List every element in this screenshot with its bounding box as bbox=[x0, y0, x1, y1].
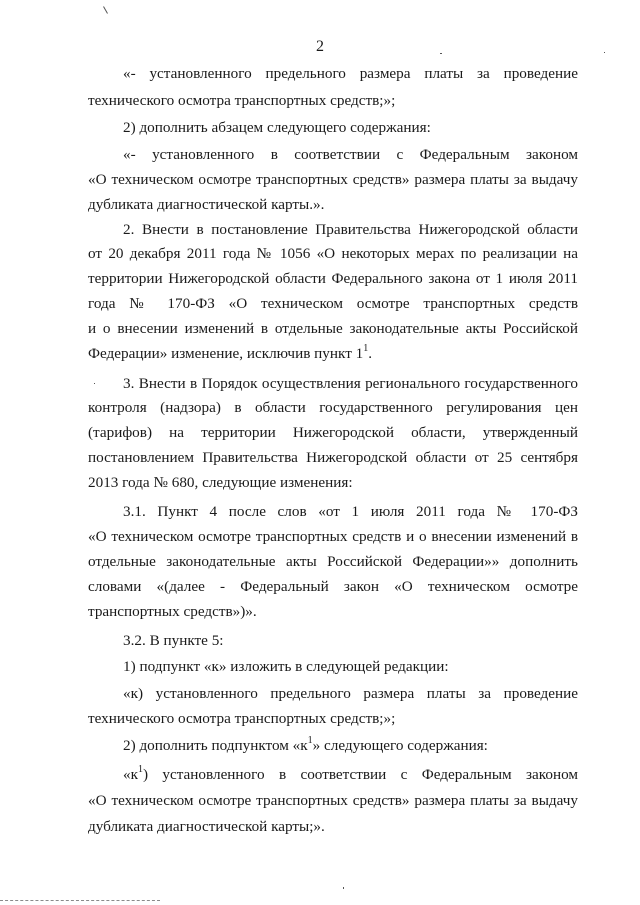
text-line: технического осмотра транспортных средств;»; bbox=[88, 92, 396, 109]
page-number: 2 bbox=[316, 38, 324, 55]
text-line: отдельные законодательные акты Российской Федерации»» дополнить bbox=[88, 553, 578, 570]
text-line: «О техническом осмотре транспортных средств» размера платы за выдачу bbox=[88, 792, 578, 809]
text-line: 2) дополнить подпунктом «$к^1$» следующего содержания: bbox=[123, 734, 488, 754]
text-line: Федерации» изменение, исключив пункт $1^1$. bbox=[88, 342, 373, 362]
text-line: «О техническом осмотре транспортных средств» размера платы за выдачу bbox=[88, 171, 578, 188]
text-line: словами «(далее - Федеральный закон «О техническом осмотре bbox=[88, 578, 578, 595]
superscript: 1 bbox=[137, 763, 143, 775]
scan-speck bbox=[94, 383, 95, 384]
text-line: 2013 года № 680, следующие изменения: bbox=[88, 474, 353, 491]
text-line: территории Нижегородской области Федерального закона от 1 июля 2011 bbox=[88, 270, 578, 287]
text-line: 2. Внести в постановление Правительства Нижегородской области bbox=[123, 221, 578, 238]
scan-speck bbox=[440, 53, 442, 54]
text-line: «$к^1$) установленного в соответствии с Федеральным законом bbox=[123, 763, 578, 783]
text-line: 2) дополнить абзацем следующего содержания: bbox=[123, 119, 431, 136]
text-line: (тарифов) на территории Нижегородской области, утвержденный bbox=[88, 424, 578, 441]
scan-edge-artifact bbox=[0, 900, 160, 903]
text-line: от 20 декабря 2011 года № 1056 «О некоторых мерах по реализации на bbox=[88, 245, 578, 262]
text-line: «- установленного предельного размера платы за проведение bbox=[123, 65, 578, 82]
scan-speck bbox=[343, 887, 344, 889]
superscript: 1 bbox=[307, 734, 313, 746]
text-line: 1) подпункт «к» изложить в следующей редакции: bbox=[123, 658, 449, 675]
scan-speck bbox=[103, 6, 108, 13]
scan-speck bbox=[604, 52, 605, 53]
text-line: транспортных средств»)». bbox=[88, 603, 257, 620]
text-line: года № 170-ФЗ «О техническом осмотре транспортных средств bbox=[88, 295, 578, 312]
text-line: 3. Внести в Порядок осуществления регионального государственного bbox=[123, 375, 578, 392]
superscript: 1 bbox=[363, 342, 369, 354]
text-line: и о внесении изменений в отдельные законодательные акты Российской bbox=[88, 320, 578, 337]
text-line: технического осмотра транспортных средств;»; bbox=[88, 710, 396, 727]
text-line: 3.1. Пункт 4 после слов «от 1 июля 2011 года № 170-ФЗ bbox=[123, 503, 578, 520]
text-line: контроля (надзора) в области государственного регулирования цен bbox=[88, 399, 578, 416]
text-line: дубликата диагностической карты.». bbox=[88, 196, 325, 213]
text-line: дубликата диагностической карты;». bbox=[88, 818, 325, 835]
text-line: «- установленного в соответствии с Федеральным законом bbox=[123, 146, 578, 163]
text-line: «к) установленного предельного размера платы за проведение bbox=[123, 685, 578, 702]
text-line: постановлением Правительства Нижегородской области от 25 сентября bbox=[88, 449, 578, 466]
text-line: 3.2. В пункте 5: bbox=[123, 632, 224, 649]
text-line: «О техническом осмотре транспортных средств и о внесении изменений в bbox=[88, 528, 578, 545]
